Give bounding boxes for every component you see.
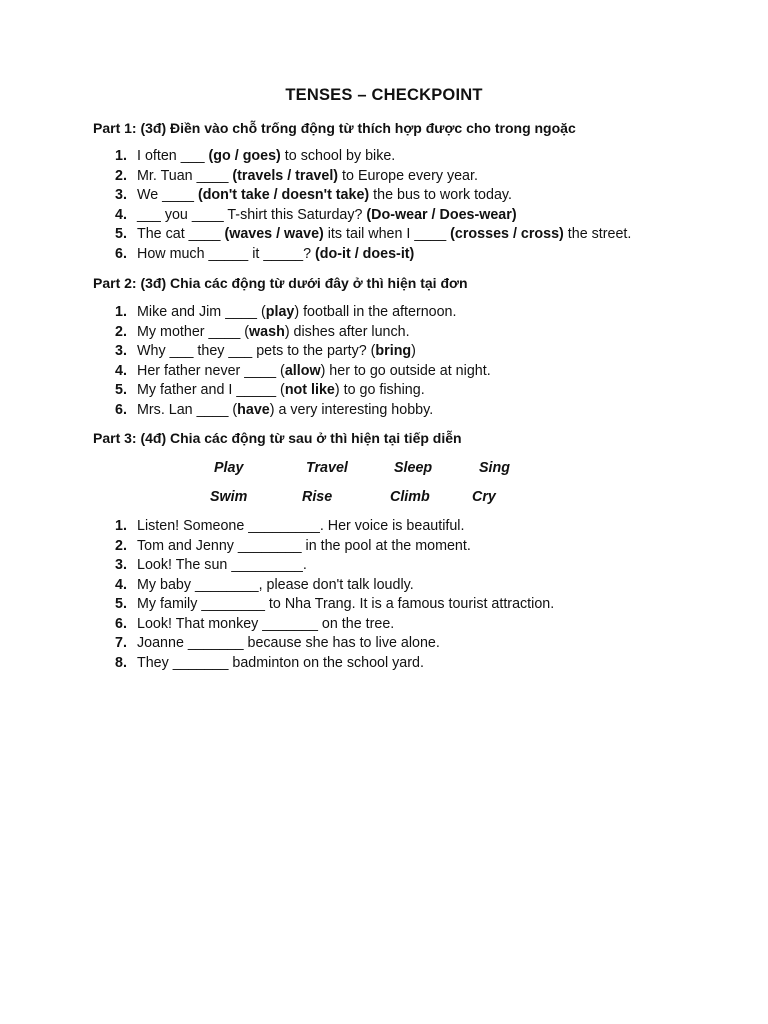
sentence-text: The cat ____ <box>137 226 225 242</box>
list-item <box>0 381 491 401</box>
item-number: 1. <box>115 518 127 534</box>
list-item <box>0 517 554 537</box>
item-number: 5. <box>115 382 127 398</box>
bold-hint: bring <box>375 343 412 359</box>
list-item <box>0 576 554 596</box>
bold-hint: (do-it / does-it) <box>315 245 415 262</box>
sentence-text: ) to go fishing. <box>334 382 425 398</box>
list-item <box>0 556 554 576</box>
sentence-text: My mother ____ ( <box>137 323 250 340</box>
sentence-text: ) football in the afternoon. <box>294 304 457 320</box>
list-item <box>0 537 554 557</box>
part1-heading: Part 1: (3đ) Điền vào chỗ trống động từ thích hợp được cho trong ngoặc <box>93 120 576 136</box>
list-item <box>0 225 631 245</box>
sentence-text: Tom and Jenny ________ in the pool at the moment. <box>137 537 471 554</box>
sentence-text: to Europe every year. <box>338 167 478 184</box>
sentence-text: My father and I _____ ( <box>137 382 285 398</box>
list-item <box>0 401 491 421</box>
sentence-text: Her father never ____ ( <box>137 362 285 379</box>
sentence-text: They _______ badminton on the school yard. <box>137 654 424 671</box>
part3-list <box>0 517 554 673</box>
bold-hint: allow <box>284 362 321 379</box>
bold-hint: have <box>237 401 270 418</box>
item-number: 1. <box>115 304 127 320</box>
list-item <box>0 323 491 343</box>
sentence-text: ) her to go outside at night. <box>320 362 491 379</box>
bold-hint: not like <box>284 382 335 398</box>
item-number: 4. <box>115 576 127 593</box>
sentence-text: its tail when I ____ <box>323 226 451 242</box>
list-item <box>0 303 491 323</box>
item-number: 5. <box>115 226 127 242</box>
part2-list <box>0 303 491 420</box>
bold-hint: (crosses / cross) <box>450 226 564 242</box>
part3-heading: Part 3: (4đ) Chia các động từ sau ở thì hiện tại tiếp diễn <box>93 430 462 446</box>
item-number: 6. <box>115 245 127 262</box>
item-number: 3. <box>115 557 127 573</box>
verb-bank-word: Climb <box>390 489 430 505</box>
item-number: 6. <box>115 615 127 632</box>
sentence-text: the bus to work today. <box>369 187 512 203</box>
part1-list <box>0 147 631 264</box>
verb-bank-word: Sing <box>479 460 510 476</box>
item-number: 7. <box>115 635 127 651</box>
sentence-text: ___ you ____ T-shirt this Saturday? <box>137 206 367 223</box>
item-number: 1. <box>115 148 127 164</box>
sentence-text: Listen! Someone _________. Her voice is beautiful. <box>137 518 465 534</box>
sentence-text: My family ________ to Nha Trang. It is a famous tourist attraction. <box>137 596 555 612</box>
page-title: TENSES – CHECKPOINT <box>285 86 483 104</box>
part2-heading: Part 2: (3đ) Chia các động từ dưới đây ở thì hiện tại đơn <box>93 275 468 291</box>
sentence-text: Look! That monkey _______ on the tree. <box>137 615 395 632</box>
sentence-text: Mr. Tuan ____ <box>137 167 233 184</box>
item-number: 2. <box>115 323 127 340</box>
list-item <box>0 362 491 382</box>
item-number: 4. <box>115 206 127 223</box>
sentence-text: ) a very interesting hobby. <box>269 401 434 418</box>
sentence-text: Look! The sun _________. <box>137 557 307 573</box>
sentence-text: Why ___ they ___ pets to the party? ( <box>137 343 376 359</box>
item-number: 4. <box>115 362 127 379</box>
sentence-text: the street. <box>563 226 632 242</box>
bold-hint: (travels / travel) <box>232 167 339 184</box>
sentence-text: I often ___ <box>137 148 209 164</box>
list-item <box>0 245 631 265</box>
list-item <box>0 654 554 674</box>
sentence-text: Mrs. Lan ____ ( <box>137 401 238 418</box>
sentence-text: Mike and Jim ____ ( <box>137 304 266 320</box>
item-number: 5. <box>115 596 127 612</box>
bold-hint: (Do-wear / Does-wear) <box>366 206 517 223</box>
list-item <box>0 634 554 654</box>
bold-hint: (go / goes) <box>208 148 281 164</box>
sentence-text: ) <box>411 343 416 359</box>
sentence-text: We ____ <box>137 187 198 203</box>
item-number: 8. <box>115 654 127 671</box>
item-number: 3. <box>115 343 127 359</box>
item-number: 2. <box>115 167 127 184</box>
sentence-text: to school by bike. <box>280 148 396 164</box>
bold-hint: play <box>265 304 295 320</box>
verb-bank-word: Travel <box>306 460 348 476</box>
list-item <box>0 595 554 615</box>
sentence-text: How much _____ it _____? <box>137 245 316 262</box>
bold-hint: (don't take / doesn't take) <box>197 187 370 203</box>
item-number: 2. <box>115 537 127 554</box>
list-item <box>0 342 491 362</box>
list-item <box>0 186 631 206</box>
item-number: 6. <box>115 401 127 418</box>
sentence-text: Joanne _______ because she has to live alone. <box>137 635 440 651</box>
verb-bank-word: Rise <box>302 489 333 505</box>
verb-bank-word: Swim <box>210 489 248 505</box>
verb-bank-word: Sleep <box>394 460 433 476</box>
bold-hint: (waves / wave) <box>224 226 324 242</box>
list-item <box>0 167 631 187</box>
bold-hint: wash <box>249 323 285 340</box>
verb-bank-word: Play <box>214 460 244 476</box>
list-item <box>0 147 631 167</box>
verb-bank-word: Cry <box>472 489 496 505</box>
item-number: 3. <box>115 187 127 203</box>
list-item <box>0 206 631 226</box>
sentence-text: My baby ________, please don't talk loudly. <box>137 576 414 593</box>
sentence-text: ) dishes after lunch. <box>284 323 410 340</box>
list-item <box>0 615 554 635</box>
